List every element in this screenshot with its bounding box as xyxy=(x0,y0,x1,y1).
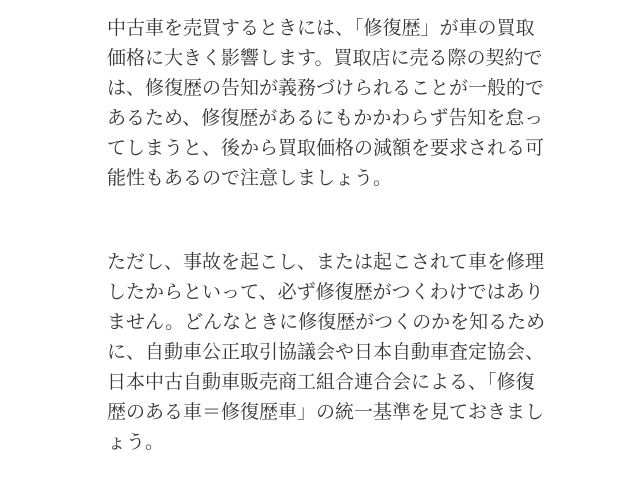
text-line: 日本中古自動車販売商工組合連合会による、「修復 xyxy=(107,372,535,393)
paragraph-repair-history-criteria xyxy=(107,248,567,458)
text-line: に、自動車公正取引協議会や日本自動車査定協会、 xyxy=(107,342,545,363)
text-line: てしまうと、後から買取価格の減額を要求される可 xyxy=(107,138,545,159)
text-line: したからといって、必ず修復歴がつくわけではあり xyxy=(107,282,544,303)
text-line: ょう。 xyxy=(107,432,165,453)
text-line: 歴のある車＝修復歴車」の統一基準を見ておきまし xyxy=(107,402,545,423)
paragraph-repair-history-notice xyxy=(107,14,567,194)
text-line: 能性もあるので注意しましょう。 xyxy=(107,168,393,189)
text-line: は、修復歴の告知が義務づけられることが一般的で xyxy=(107,78,545,99)
text-line: 中古車を売買するときには、「修復歴」が車の買取 xyxy=(107,18,535,39)
text-line: ただし、事故を起こし、または起こされて車を修理 xyxy=(107,252,545,273)
article-text xyxy=(107,14,567,458)
text-line: 価格に大きく影響します。買取店に売る際の契約で xyxy=(107,48,543,69)
text-line: あるため、修復歴があるにもかかわらず告知を怠っ xyxy=(107,108,544,129)
text-line: ません。どんなときに修復歴がつくのかを知るため xyxy=(107,312,546,333)
